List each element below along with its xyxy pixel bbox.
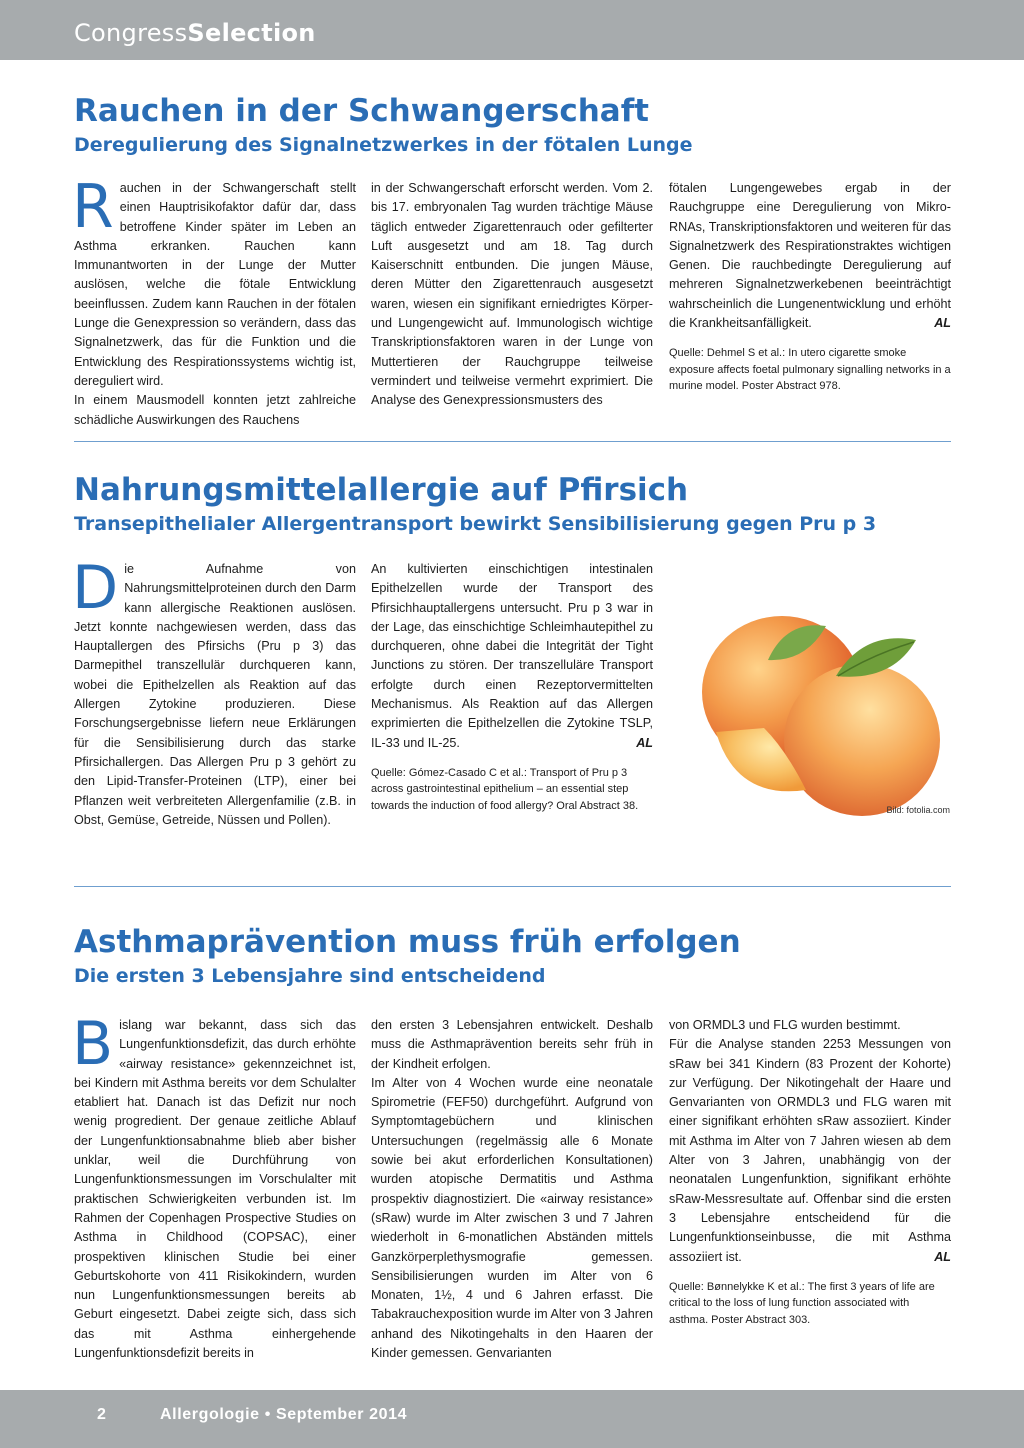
body-text: ie Aufnahme von Nahrungsmittelproteinen durch den Darm kann allergische Reaktionen auslösen. Jetzt konnte nachgewiesen werden, dass das Hauptallergen des Pfirsichs (Pru p 3) das Darmepithel transzellulär durchqueren kann, wobei die Epithelzellen als Reaktion auf das Allergen Zytokine produzieren. Diese Forschungsergebnisse liefern neue Erklärungen für die Sensibilisierung durch das starke Pfirsichallergen. Das Allergen Pru p 3 gehört zu den Lipid-Transfer-Proteinen (LTP), einer bei Pflanzen weit verbreiteten Allergenfamilie (z.B. in Obst, Gemüse, Getreide, Nüssen und Pollen). (74, 562, 356, 827)
body-text: auchen in der Schwangerschaft stellt einen Hauptrisikofaktor dafür dar, dass betroffene Kinder später im Leben an Asthma erkranken. Rauchen kann Immunantworten in der Lunge der Mutter auslösen, welche die fötale Entwicklung beeinflussen. Zudem kann Rauchen in der fötalen Lunge die Genexpression so verändern, dass das Signalnetzwerk, das für die Funktion und die Entwicklung des Respirationssystems wichtig ist, dereguliert wird. (74, 181, 356, 388)
article-subtitle: Die ersten 3 Lebensjahre sind entscheidend (74, 965, 546, 987)
article-subtitle: Transepithelialer Allergentransport bewirkt Sensibilisierung gegen Pru p 3 (74, 513, 877, 535)
peach-front (784, 664, 940, 816)
peach-illustration (686, 600, 952, 822)
article-asthma-prevention (74, 923, 951, 989)
body-text: An kultivierten einschichtigen intestinalen Epithelzellen wurde der Transport des Pfirsichhauptallergens untersucht. Pru p 3 war in der Lage, das einschichtige Schleimhautepithel zu durchqueren, ohne dabei die Integrität der Tight Junctions zu stören. Der transzelluläre Transport erfolgte durch einen Rezeptorvermittelten Mechanismus. Als Reaktion auf das Allergen exprimierten die Epithelzellen die Zytokine TSLP, IL-33 und IL-25. (371, 562, 653, 750)
peach-image (686, 600, 952, 822)
article-column-2 (371, 179, 653, 411)
dropcap: R (72, 172, 114, 242)
author-signature: AL (934, 316, 951, 331)
author-signature: AL (934, 1249, 951, 1264)
brand-logo (74, 18, 316, 48)
body-text: den ersten 3 Lebensjahren entwickelt. Deshalb muss die Asthmaprävention bereits sehr früh in der Kindheit erfolgen. (371, 1018, 653, 1071)
article-column-1 (72, 1009, 356, 1363)
article-column-2 (371, 1016, 653, 1363)
page-number: 2 (97, 1406, 106, 1423)
body-text: Im Alter von 4 Wochen wurde eine neonatale Spirometrie (FEF50) durchgeführt. Aufgrund von Symptomtagebüchern und klinischen Untersuchungen (regelmässig alle 6 Monate sowie bei akut erforderlichen Konsultationen) wurden atopische Dermatitis und Asthma prospektiv diagnostiziert. Die «airway resistance» (sRaw) wurde im Alter zwischen 3 und 7 Jahren wiederholt in 6-monatlichen Abständen mittels Ganzkörperplethysmografie gemessen. Sensibilisierungen wurden im Alter von 6 Monaten, 1½, 4 und 6 Jahren erfasst. Die Tabakrauchexposition wurde im Alter von 3 Jahren anhand des Nikotingehalts in den Haaren der Kinder gemessen. Genvarianten (371, 1075, 653, 1361)
article-smoking (74, 92, 951, 158)
brand-light: Congress (74, 19, 188, 47)
dropcap: D (72, 553, 119, 623)
body-text: In einem Mausmodell konnten jetzt zahlreiche schädliche Auswirkungen des Rauchens (74, 393, 356, 427)
image-credit: Bild: fotolia.com (886, 805, 950, 815)
article-title: Rauchen in der Schwangerschaft (74, 93, 649, 129)
brand-bold: Selection (187, 19, 316, 47)
dropcap: B (72, 1009, 114, 1079)
body-text: Für die Analyse standen 2253 Messungen von sRaw bei 341 Kindern (83 Prozent der Kohorte) zur Verfügung. Der Nikotingehalt der Haare und Genvarianten von ORMDL3 und FLG waren mit einer signifikant erhöhten sRaw assoziiert. Kinder mit Asthma im Alter von 7 Jahren wiesen ab dem Alter von 3 Jahren, unabhängig von der neonatalen Lungenfunktion, signifikant erhöhte sRaw-Messresultate auf. Offenbar sind die ersten 3 Lebensjahre entscheidend für die Lungenfunktionseinbusse, die mit Asthma assoziiert ist. (669, 1037, 951, 1264)
body-text: von ORMDL3 und FLG wurden bestimmt. (669, 1018, 901, 1032)
section-divider (74, 441, 951, 442)
article-column-3 (669, 1016, 951, 1328)
article-column-1 (72, 553, 356, 830)
article-column-1 (72, 172, 356, 430)
body-text: islang war bekannt, dass sich das Lungenfunktionsdefizit, das durch erhöhte «airway resistance» gekennzeichnet ist, bei Kindern mit Asthma bereits vor dem Schulalter etabliert hat. Danach ist das Defizit nur noch wenig progredient. Der genaue zeitliche Ablauf der Lungenfunktionsabnahme blieb aber bisher unklar, weil die Durchführung von Lungenfunktionsmessungen im Vorschulalter mit praktischen Schwierigkeiten verbunden ist. Im Rahmen der Copenhagen Prospective Studies on Asthma in Childhood (COPSAC), einer prospektiven klinischen Studie bei einer Geburtskohorte von 411 Risikokindern, wurden nun Lungenfunktionsmessungen bereits ab Geburt eingesetzt. Dabei zeigte sich, dass sich das mit Asthma einhergehende Lungenfunktionsdefizit bereits in (74, 1018, 356, 1361)
article-column-3 (669, 179, 951, 395)
article-column-2 (371, 560, 653, 814)
footer-bar (0, 1390, 1024, 1448)
author-signature: AL (636, 735, 653, 750)
article-subtitle: Deregulierung des Signalnetzwerkes in der fötalen Lunge (74, 134, 693, 156)
article-peach-allergy (74, 471, 951, 537)
source-citation: Quelle: Bønnelykke K et al.: The first 3 years of life are critical to the loss of lung function associated with asthma. Poster Abstract 303. (669, 1280, 935, 1326)
article-title: Nahrungsmittelallergie auf Pfirsich (74, 472, 689, 508)
source-citation: Quelle: Dehmel S et al.: In utero cigarette smoke exposure affects foetal pulmonary signalling networks in a murine model. Poster Abstract 978. (669, 347, 951, 393)
article-title: Asthmaprävention muss früh erfolgen (74, 924, 741, 960)
body-text: in der Schwangerschaft erforscht werden. Vom 2. bis 17. embryonalen Tag wurden trächtige Mäuse täglich entweder Zigarettenrauch oder gefilterter Luft ausgesetzt und am 18. Tag durch Kaiserschnitt entbunden. Die jungen Mäuse, deren Mütter den Zigarettenrauch ausgesetzt waren, wiesen ein signifikant erniedrigtes Körper- und Lungengewicht auf. Immunologisch wichtige Transkriptionsfaktoren waren in der Lunge von Muttertieren der Rauchgruppe teilweise vermindert und teilweise vermehrt exprimiert. Die Analyse des Genexpressionsmusters des (371, 181, 653, 408)
section-divider (74, 886, 951, 887)
source-citation: Quelle: Gómez-Casado C et al.: Transport of Pru p 3 across gastrointestinal epithelium – an essential step towards the induction of food allergy? Oral Abstract 38. (371, 766, 639, 812)
journal-name: Allergologie • September 2014 (160, 1406, 408, 1423)
body-text: fötalen Lungengewebes ergab in der Rauchgruppe eine Deregulierung von Mikro-RNAs, Transkriptionsfaktoren und weiteren für das Signalnetzwerk des Respirationstraktes wichtigen Genen. Die rauchbedingte Deregulierung auf mehreren Signalnetzwerkebenen beeinträchtigt wahrscheinlich die Lungenentwicklung und erhöht die Krankheitsanfälligkeit. (669, 181, 951, 331)
